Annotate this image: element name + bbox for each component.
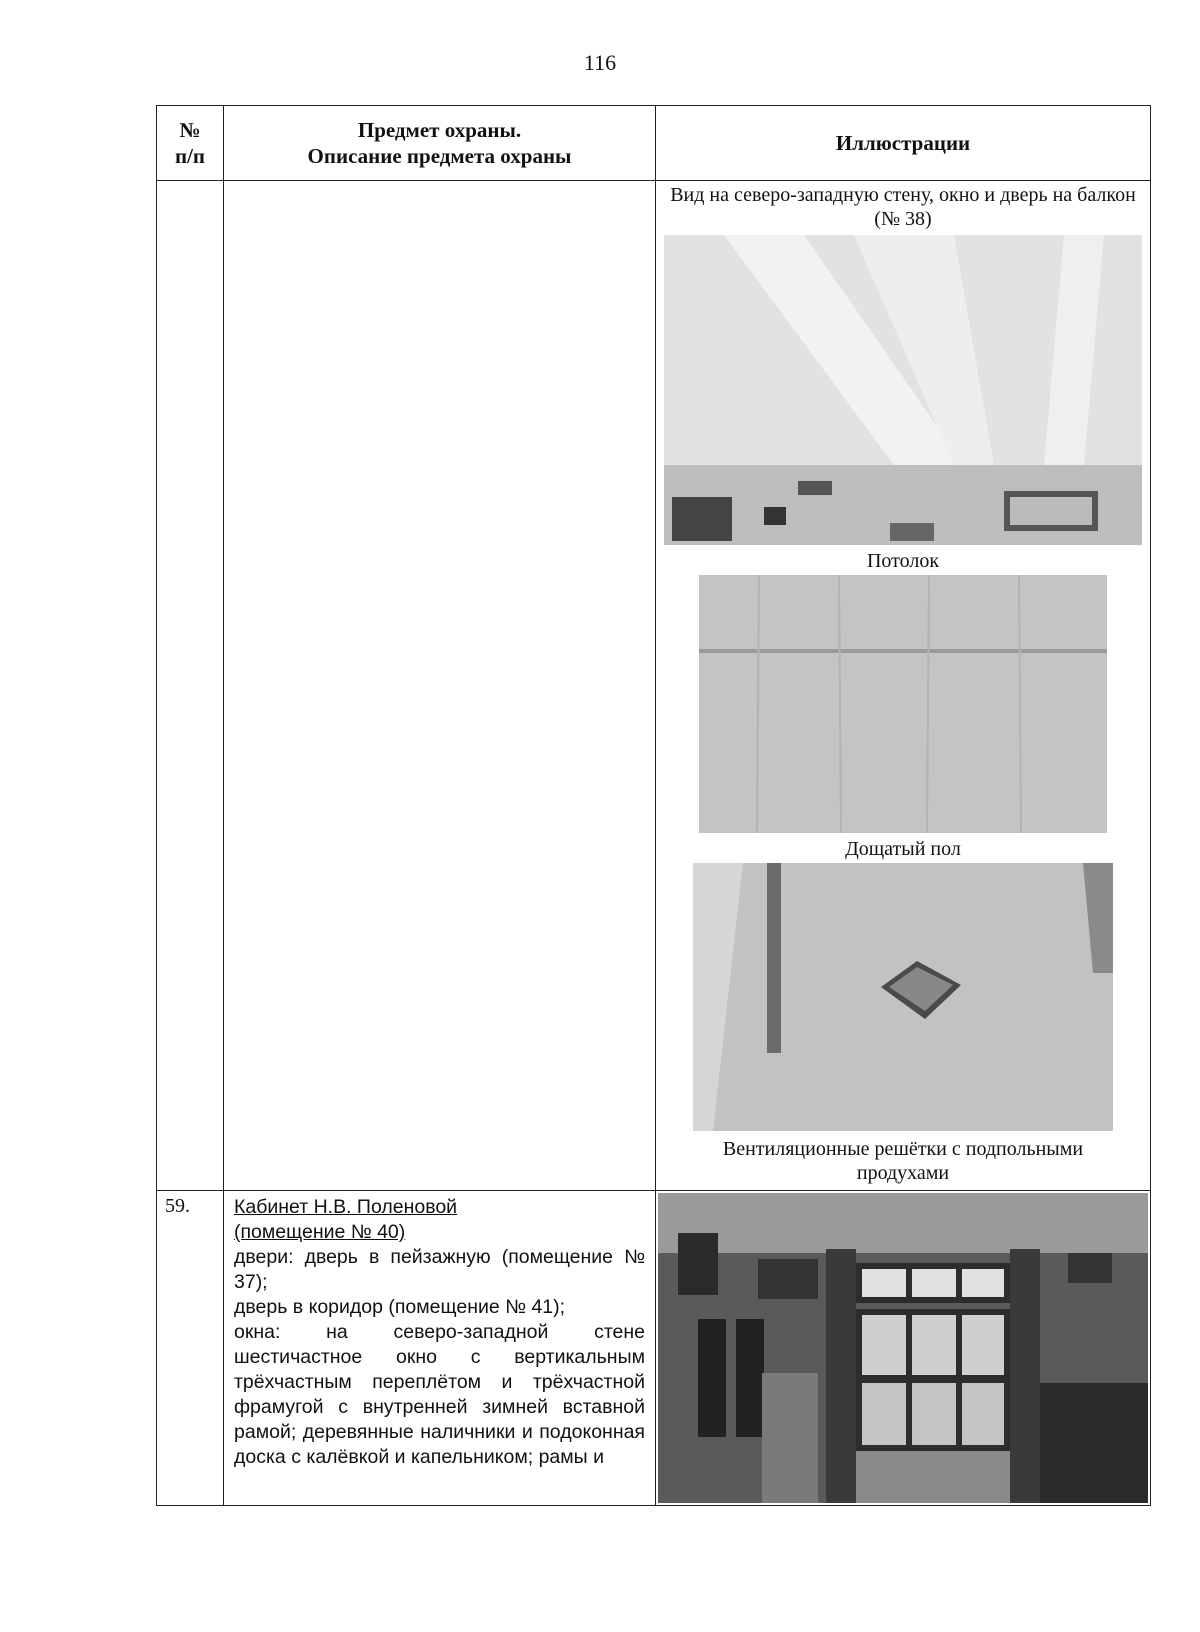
caption-northwest-wall: Вид на северо-западную стену, окно и дверь на балкон (№ 38) <box>670 184 1136 230</box>
header-number <box>157 106 224 181</box>
room-title-line1: Кабинет Н.В. Поленовой <box>234 1196 458 1218</box>
caption-floor: Дощатый пол <box>845 838 961 860</box>
row1-number <box>157 181 224 1191</box>
table-header-row <box>157 106 1151 181</box>
protection-table <box>156 105 1151 1506</box>
row1-illustrations <box>656 181 1151 1191</box>
photo-northwest-wall <box>664 235 1142 545</box>
header-number-line2: п/п <box>174 144 206 168</box>
description-windows: окна: на северо-западной стене шестичастное окно с вертикальным трёхчастным переплётом и трёхчастной фрамугой с внутренней зимней вставной рамой; деревянные наличники и подоконная доска с калёвкой и капельником; рамы и <box>234 1321 645 1468</box>
table-row <box>157 1191 1151 1506</box>
photo-polenova-cabinet <box>658 1193 1148 1503</box>
photo-ceiling <box>699 575 1107 833</box>
row1-description <box>224 181 656 1191</box>
description-doors: двери: дверь в пейзажную (помещение № 37); <box>234 1246 645 1293</box>
photo-floor-vent <box>693 863 1113 1131</box>
row2-illustrations <box>656 1191 1151 1506</box>
row2-number: 59. <box>157 1191 224 1506</box>
header-subject-line2: Описание предмета охраны <box>307 144 572 168</box>
caption-vents: Вентиляционные решётки с подпольными продухами <box>722 1138 1084 1184</box>
page-number: 116 <box>583 50 617 75</box>
caption-ceiling: Потолок <box>866 550 940 572</box>
header-subject-line1: Предмет охраны. <box>357 118 522 142</box>
room-title-line2: (помещение № 40) <box>234 1221 406 1243</box>
description-corridor-door: дверь в коридор (помещение № 41); <box>234 1296 566 1318</box>
table-row <box>157 181 1151 1191</box>
header-illustrations: Иллюстрации <box>656 106 1151 181</box>
header-number-line1: № <box>179 118 201 142</box>
header-subject <box>224 106 656 181</box>
row2-description <box>224 1191 656 1506</box>
